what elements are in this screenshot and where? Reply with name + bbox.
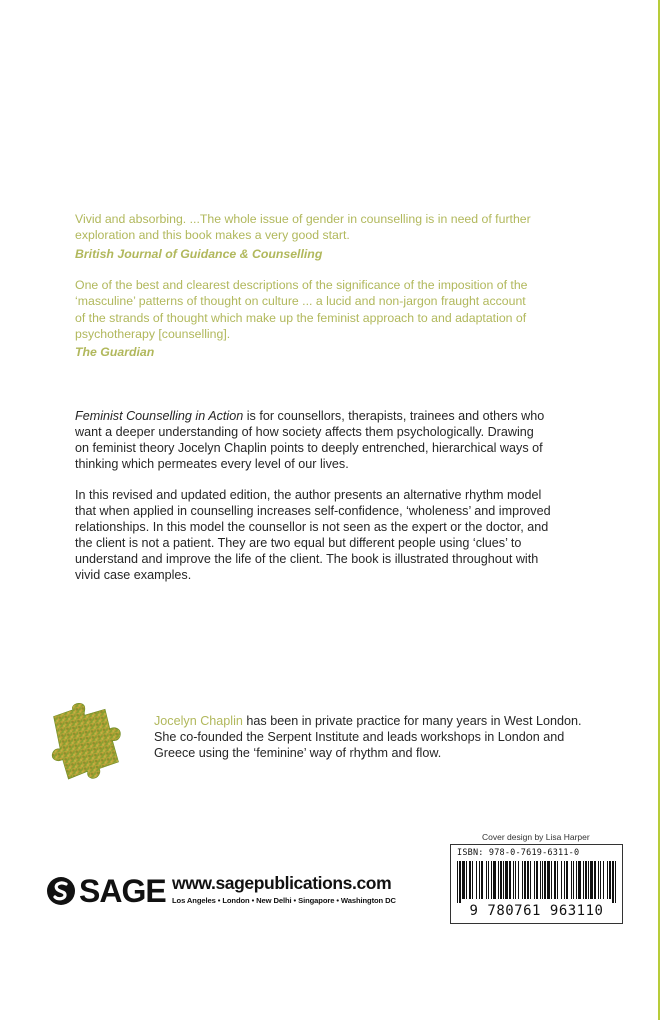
publisher-url[interactable]: www.sagepublications.com [172, 873, 392, 893]
puzzle-piece-image [44, 700, 132, 792]
review-2-line-3: of the strands of thought which make up the feminist approach to and adaptation of [75, 310, 527, 325]
barcode-bar [609, 861, 611, 899]
review-2-line-4: psychotherapy [counselling]. [75, 326, 231, 341]
blurb-p1-line-3: on feminist theory Jocelyn Chaplin points to deeply entrenched, hierarchical ways of [75, 441, 543, 455]
book-title: Feminist Counselling in Action [75, 409, 244, 423]
barcode-bar [472, 861, 473, 899]
barcode-bar [571, 861, 572, 899]
isbn-label: ISBN: 978-0-7619-6311-0 [457, 848, 580, 858]
barcode-bar [557, 861, 558, 899]
blurb-p2-line-6: vivid case examples. [75, 568, 192, 582]
barcode-bar [524, 861, 526, 899]
author-line-3: Greece using the ‘feminine’ way of rhythm and flow. [154, 746, 442, 761]
barcode-bar [607, 861, 608, 899]
barcode-bar [542, 861, 543, 899]
barcode-bar [583, 861, 584, 899]
blurb-p2-line-2: that when applied in counselling increases self-confidence, ‘wholeness’ and improved [75, 504, 551, 518]
barcode-box [450, 844, 623, 924]
blurb-p2-line-3: relationships. In this model the counsellor is not seen as the expert or the doctor, and [75, 520, 549, 534]
barcode-bar [566, 861, 568, 899]
barcode-bar [527, 861, 529, 899]
barcode-bar [522, 861, 523, 899]
barcode-bar [590, 861, 593, 899]
ean-number: 9 780761 963110 [469, 903, 604, 919]
barcode-bar [491, 861, 492, 899]
barcode-bar [503, 861, 504, 899]
barcode-bar [493, 861, 496, 899]
author-line-1 [154, 713, 614, 729]
publisher-cities: Los Angeles • London • New Delhi • Singapore • Washington DC [172, 896, 396, 905]
author-bio [154, 713, 614, 762]
blurb-p1-line-1-rest: is for counsellors, therapists, trainees and others who [243, 409, 545, 423]
barcode-bar [585, 861, 587, 899]
barcode-bar [603, 861, 604, 899]
barcode-bar [466, 861, 467, 899]
review-1-source: British Journal of Guidance & Counselling [75, 246, 323, 261]
barcode-bar [547, 861, 550, 899]
review-quote-1 [75, 211, 575, 262]
review-2-line-1: One of the best and clearest descriptions of the significance of the imposition of the [75, 278, 528, 292]
blurb-paragraph-1 [75, 408, 595, 472]
blurb-p2-line-4: the client is not a patient. They are two equal but different people using ‘clues’ to [75, 536, 522, 550]
barcode-bar [530, 861, 531, 899]
sage-wordmark: SAGE [79, 872, 166, 909]
publisher-info [172, 873, 396, 905]
barcode-bar [561, 861, 562, 899]
review-2-line-2: ‘masculine’ patterns of thought on culture ... a lucid and non-jargon fraught account [75, 294, 526, 309]
barcode-bar [600, 861, 601, 899]
author-name: Jocelyn Chaplin [154, 714, 243, 728]
barcode-bar [476, 861, 477, 899]
barcode-bar [573, 861, 574, 899]
barcode-bar [544, 861, 546, 899]
barcode-bar [515, 861, 516, 899]
review-quote-2 [75, 277, 575, 360]
author-line-1-rest: has been in private practice for many years in West London. [242, 714, 582, 728]
blurb-paragraph-2 [75, 487, 595, 583]
author-line-2: She co-founded the Serpent Institute and leads workshops in London and [154, 730, 565, 745]
barcode-bar [479, 861, 480, 899]
review-1-line-2: exploration and this book makes a very good start. [75, 228, 350, 243]
barcode-bar [488, 861, 489, 899]
barcode-bar [509, 861, 511, 899]
blurb-p2-line-5: understand and improve the life of the client. The book is illustrated throughout with [75, 552, 539, 566]
barcode-bar [459, 861, 461, 903]
barcode-bar [576, 861, 577, 899]
blurb-p1-line-2: want a deeper understanding of how society affects them psychologically. Drawing [75, 425, 534, 439]
barcode-bar [578, 861, 581, 899]
barcode-bar [540, 861, 541, 899]
barcode-bar [518, 861, 519, 899]
barcode-bar [598, 861, 599, 899]
cover-credit: Cover design by Lisa Harper [482, 832, 590, 842]
barcode-bar [462, 861, 465, 899]
barcode-bar [615, 861, 616, 903]
barcode-bars [457, 861, 616, 903]
barcode-bar [500, 861, 502, 899]
barcode-bar [594, 861, 596, 899]
barcode-bar [486, 861, 487, 899]
barcode-bar [469, 861, 471, 899]
barcode-bar [554, 861, 556, 899]
barcode-bar [498, 861, 499, 899]
barcode-bar [612, 861, 614, 903]
blurb-p2-line-1: In this revised and updated edition, the author presents an alternative rhythm model [75, 488, 542, 502]
barcode-bar [513, 861, 514, 899]
barcode-bar [588, 861, 589, 899]
review-2-source: The Guardian [75, 345, 155, 360]
barcode-bar [536, 861, 538, 899]
barcode-bar [481, 861, 483, 899]
sage-serpent-icon [46, 876, 76, 906]
barcode-bar [505, 861, 508, 899]
blurb-p1-line-4: thinking which permeates every level of our lives. [75, 457, 349, 471]
barcode-bar [534, 861, 535, 899]
barcode-bar [564, 861, 565, 899]
review-1-line-1: Vivid and absorbing. ...The whole issue of gender in counselling is in need of further [75, 212, 531, 226]
barcode-bar [551, 861, 552, 899]
blurb-p1-line-1 [75, 408, 595, 424]
sage-logo [46, 871, 166, 911]
barcode-bar [457, 861, 458, 903]
